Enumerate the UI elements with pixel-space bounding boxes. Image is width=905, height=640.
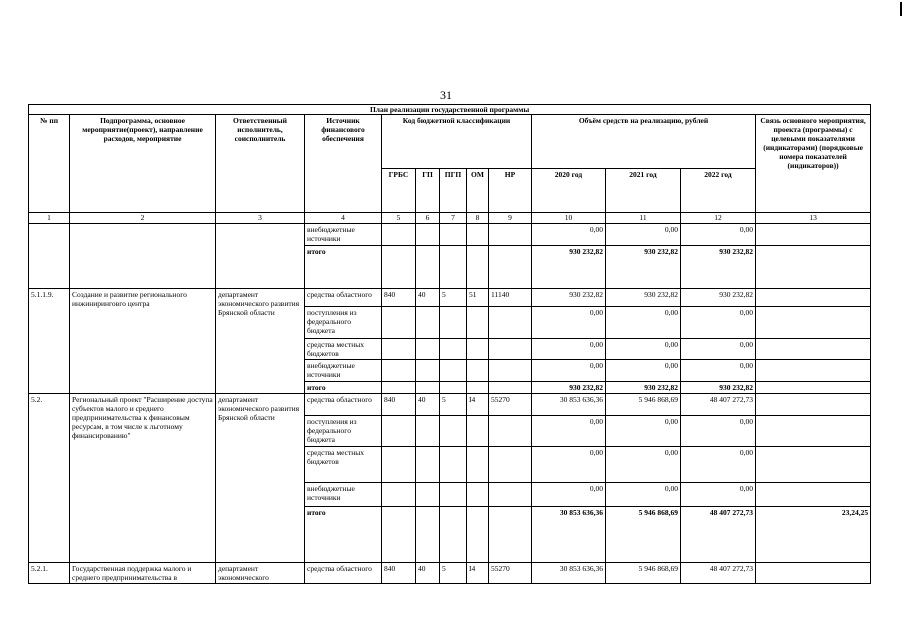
- code-np: [489, 447, 532, 483]
- code-cell: [489, 246, 532, 289]
- value-2020: 0,00: [532, 307, 606, 339]
- value-2022: 0,00: [681, 339, 756, 360]
- code-pgp: [440, 416, 467, 447]
- indicator-link: 23,24,25: [756, 507, 871, 563]
- code-om: [467, 507, 489, 563]
- value-2020: 930 232,82: [532, 289, 606, 307]
- code-om: [467, 360, 489, 382]
- table-body: [29, 224, 871, 584]
- table-row: [29, 394, 871, 416]
- indicator-link: [756, 416, 871, 447]
- value-2021-cell: 0,00: [606, 224, 681, 246]
- funding-source: поступления из федерального бюджета: [305, 416, 382, 447]
- code-pgp: [440, 360, 467, 382]
- column-number: 11: [606, 213, 681, 224]
- code-gp: 40: [416, 394, 440, 416]
- code-pgp: 5: [440, 394, 467, 416]
- value-2022: 930 232,82: [681, 289, 756, 307]
- value-2022: 0,00: [681, 360, 756, 382]
- code-pgp: [440, 507, 467, 563]
- page-number: 31: [440, 88, 452, 102]
- value-2022: 48 407 272,73: [681, 394, 756, 416]
- code-grbs: [382, 507, 416, 563]
- code-cell: [382, 224, 416, 246]
- header-grbs: ГРБС: [382, 169, 416, 213]
- header-2021: 2021 год: [606, 169, 681, 213]
- code-cell: [467, 224, 489, 246]
- column-number: 1: [29, 213, 70, 224]
- header-budget-code: Код бюджетной классификации: [382, 115, 532, 169]
- indicator-link: [756, 483, 871, 507]
- row-number: 5.2.: [29, 394, 70, 563]
- header-om: ОМ: [467, 169, 489, 213]
- table-row: [29, 563, 871, 584]
- funding-source: средства областного: [305, 289, 382, 307]
- num-cell: [29, 224, 70, 289]
- value-2020-cell: 930 232,82: [532, 246, 606, 289]
- header-gp: ГП: [416, 169, 440, 213]
- row-number: 5.1.1.9.: [29, 289, 70, 394]
- value-2021: 0,00: [606, 360, 681, 382]
- row-number: 5.2.1.: [29, 563, 70, 584]
- column-numbers-row: [29, 213, 871, 224]
- code-np: 55270: [489, 394, 532, 416]
- header-pgp: ПГП: [440, 169, 467, 213]
- column-number: 12: [681, 213, 756, 224]
- code-np: [489, 483, 532, 507]
- indicator-link: [756, 447, 871, 483]
- responsible-executor: департамент экономического: [216, 563, 305, 584]
- value-2021: 5 946 868,69: [606, 507, 681, 563]
- value-2021: 930 232,82: [606, 382, 681, 394]
- value-2020: 30 853 636,36: [532, 394, 606, 416]
- indicator-link: [756, 382, 871, 394]
- value-2021: 0,00: [606, 339, 681, 360]
- code-np: [489, 339, 532, 360]
- executor-cell: [216, 224, 305, 289]
- code-grbs: [382, 483, 416, 507]
- header-link: Связь основного мероприятия, проекта (программы) с целевыми показателями (индикаторами) (порядковые номера показателей (индикаторов)): [756, 115, 871, 213]
- funding-source: средства местных бюджетов: [305, 339, 382, 360]
- value-2022: 930 232,82: [681, 382, 756, 394]
- value-2020: 930 232,82: [532, 382, 606, 394]
- link-cell: [756, 224, 871, 246]
- code-om: 51: [467, 289, 489, 307]
- responsible-executor: департамент экономического развития Брянской области: [216, 289, 305, 394]
- code-gp: [416, 307, 440, 339]
- column-number: 2: [70, 213, 216, 224]
- code-om: I4: [467, 563, 489, 584]
- value-2022-cell: 930 232,82: [681, 246, 756, 289]
- indicator-link: [756, 394, 871, 416]
- header-2020: 2020 год: [532, 169, 606, 213]
- code-gp: [416, 447, 440, 483]
- header-subprogram: Подпрограмма, основное мероприятие(проект), направление расходов, мероприятие: [70, 115, 216, 213]
- indicator-link: [756, 563, 871, 584]
- funding-source: внебюджетные источники: [305, 360, 382, 382]
- code-cell: [416, 224, 440, 246]
- code-gp: [416, 416, 440, 447]
- funding-source: итого: [305, 382, 382, 394]
- value-2022: 48 407 272,73: [681, 507, 756, 563]
- code-pgp: [440, 307, 467, 339]
- funding-source: средства областного: [305, 394, 382, 416]
- value-2020: 30 853 636,36: [532, 563, 606, 584]
- code-cell: [382, 246, 416, 289]
- funding-source: средства областного: [305, 563, 382, 584]
- code-cell: [440, 224, 467, 246]
- value-2021: 5 946 868,69: [606, 563, 681, 584]
- code-grbs: 840: [382, 394, 416, 416]
- value-2021-cell: 930 232,82: [606, 246, 681, 289]
- code-pgp: 5: [440, 289, 467, 307]
- funding-source: поступления из федерального бюджета: [305, 307, 382, 339]
- funding-source: внебюджетные источники: [305, 483, 382, 507]
- code-np: [489, 382, 532, 394]
- code-pgp: [440, 447, 467, 483]
- header-source: Источник финансового обеспечения: [305, 115, 382, 213]
- code-gp: [416, 483, 440, 507]
- code-grbs: [382, 307, 416, 339]
- indicator-link: [756, 307, 871, 339]
- code-pgp: [440, 339, 467, 360]
- margin-mark: [900, 2, 902, 16]
- code-grbs: [382, 416, 416, 447]
- code-np: [489, 416, 532, 447]
- value-2020: 0,00: [532, 447, 606, 483]
- link-cell: [756, 246, 871, 289]
- table-row: [29, 224, 871, 246]
- value-2022: 0,00: [681, 447, 756, 483]
- funding-source: итого: [305, 507, 382, 563]
- code-gp: [416, 507, 440, 563]
- code-grbs: [382, 382, 416, 394]
- code-np: 55270: [489, 563, 532, 584]
- value-2021: 0,00: [606, 483, 681, 507]
- code-pgp: [440, 382, 467, 394]
- code-cell: [440, 246, 467, 289]
- code-grbs: [382, 447, 416, 483]
- code-cell: [416, 246, 440, 289]
- code-grbs: 840: [382, 289, 416, 307]
- code-pgp: 5: [440, 563, 467, 584]
- column-number: 6: [416, 213, 440, 224]
- code-om: [467, 382, 489, 394]
- code-gp: [416, 382, 440, 394]
- indicator-link: [756, 339, 871, 360]
- value-2022: 0,00: [681, 416, 756, 447]
- header-num: № пп: [29, 115, 70, 213]
- value-2022-cell: 0,00: [681, 224, 756, 246]
- source-cell: внебюджетные источники: [305, 224, 382, 246]
- value-2020: 0,00: [532, 416, 606, 447]
- code-gp: 40: [416, 289, 440, 307]
- measure-name: Государственная поддержка малого и среднего предпринимательства в: [70, 563, 216, 584]
- value-2020: 0,00: [532, 360, 606, 382]
- program-plan-table: [28, 104, 871, 584]
- table-row: [29, 289, 871, 307]
- code-om: [467, 416, 489, 447]
- indicator-link: [756, 360, 871, 382]
- code-np: [489, 307, 532, 339]
- code-pgp: [440, 483, 467, 507]
- code-gp: [416, 339, 440, 360]
- header-np: НР: [489, 169, 532, 213]
- code-om: I4: [467, 394, 489, 416]
- code-om: [467, 339, 489, 360]
- column-number: 7: [440, 213, 467, 224]
- value-2021: 5 946 868,69: [606, 394, 681, 416]
- code-grbs: 840: [382, 563, 416, 584]
- name-cell: [70, 224, 216, 289]
- responsible-executor: департамент экономического развития Брянской области: [216, 394, 305, 563]
- code-gp: 40: [416, 563, 440, 584]
- column-number: 10: [532, 213, 606, 224]
- code-cell: [489, 224, 532, 246]
- indicator-link: [756, 289, 871, 307]
- value-2020: 30 853 636,36: [532, 507, 606, 563]
- column-number: 9: [489, 213, 532, 224]
- value-2021: 0,00: [606, 307, 681, 339]
- value-2020: 0,00: [532, 483, 606, 507]
- measure-name: Региональный проект "Расширение доступа субъектов малого и среднего предпринимательства к финансовым ресурсам, в том числе к льготному финансированию": [70, 394, 216, 563]
- column-number: 4: [305, 213, 382, 224]
- value-2022: 48 407 272,73: [681, 563, 756, 584]
- code-cell: [467, 246, 489, 289]
- value-2020-cell: 0,00: [532, 224, 606, 246]
- column-number: 3: [216, 213, 305, 224]
- header-2022: 2022 год: [681, 169, 756, 213]
- code-om: [467, 447, 489, 483]
- code-grbs: [382, 339, 416, 360]
- code-om: [467, 483, 489, 507]
- value-2020: 0,00: [532, 339, 606, 360]
- header-volume: Объём средств на реализацию, рублей: [532, 115, 756, 169]
- column-number: 8: [467, 213, 489, 224]
- value-2021: 0,00: [606, 416, 681, 447]
- value-2022: 0,00: [681, 483, 756, 507]
- measure-name: Создание и развитие регионального инжиниринговго центра: [70, 289, 216, 394]
- code-np: 11140: [489, 289, 532, 307]
- code-om: [467, 307, 489, 339]
- funding-source: средства местных бюджетов: [305, 447, 382, 483]
- value-2022: 0,00: [681, 307, 756, 339]
- code-grbs: [382, 360, 416, 382]
- header-executor: Ответственный исполнитель, соисполнитель: [216, 115, 305, 213]
- code-gp: [416, 360, 440, 382]
- code-np: [489, 360, 532, 382]
- value-2021: 930 232,82: [606, 289, 681, 307]
- value-2021: 0,00: [606, 447, 681, 483]
- column-number: 5: [382, 213, 416, 224]
- table-title: План реализации государственной программы: [29, 105, 871, 115]
- source-cell: итого: [305, 246, 382, 289]
- code-np: [489, 507, 532, 563]
- column-number: 13: [756, 213, 871, 224]
